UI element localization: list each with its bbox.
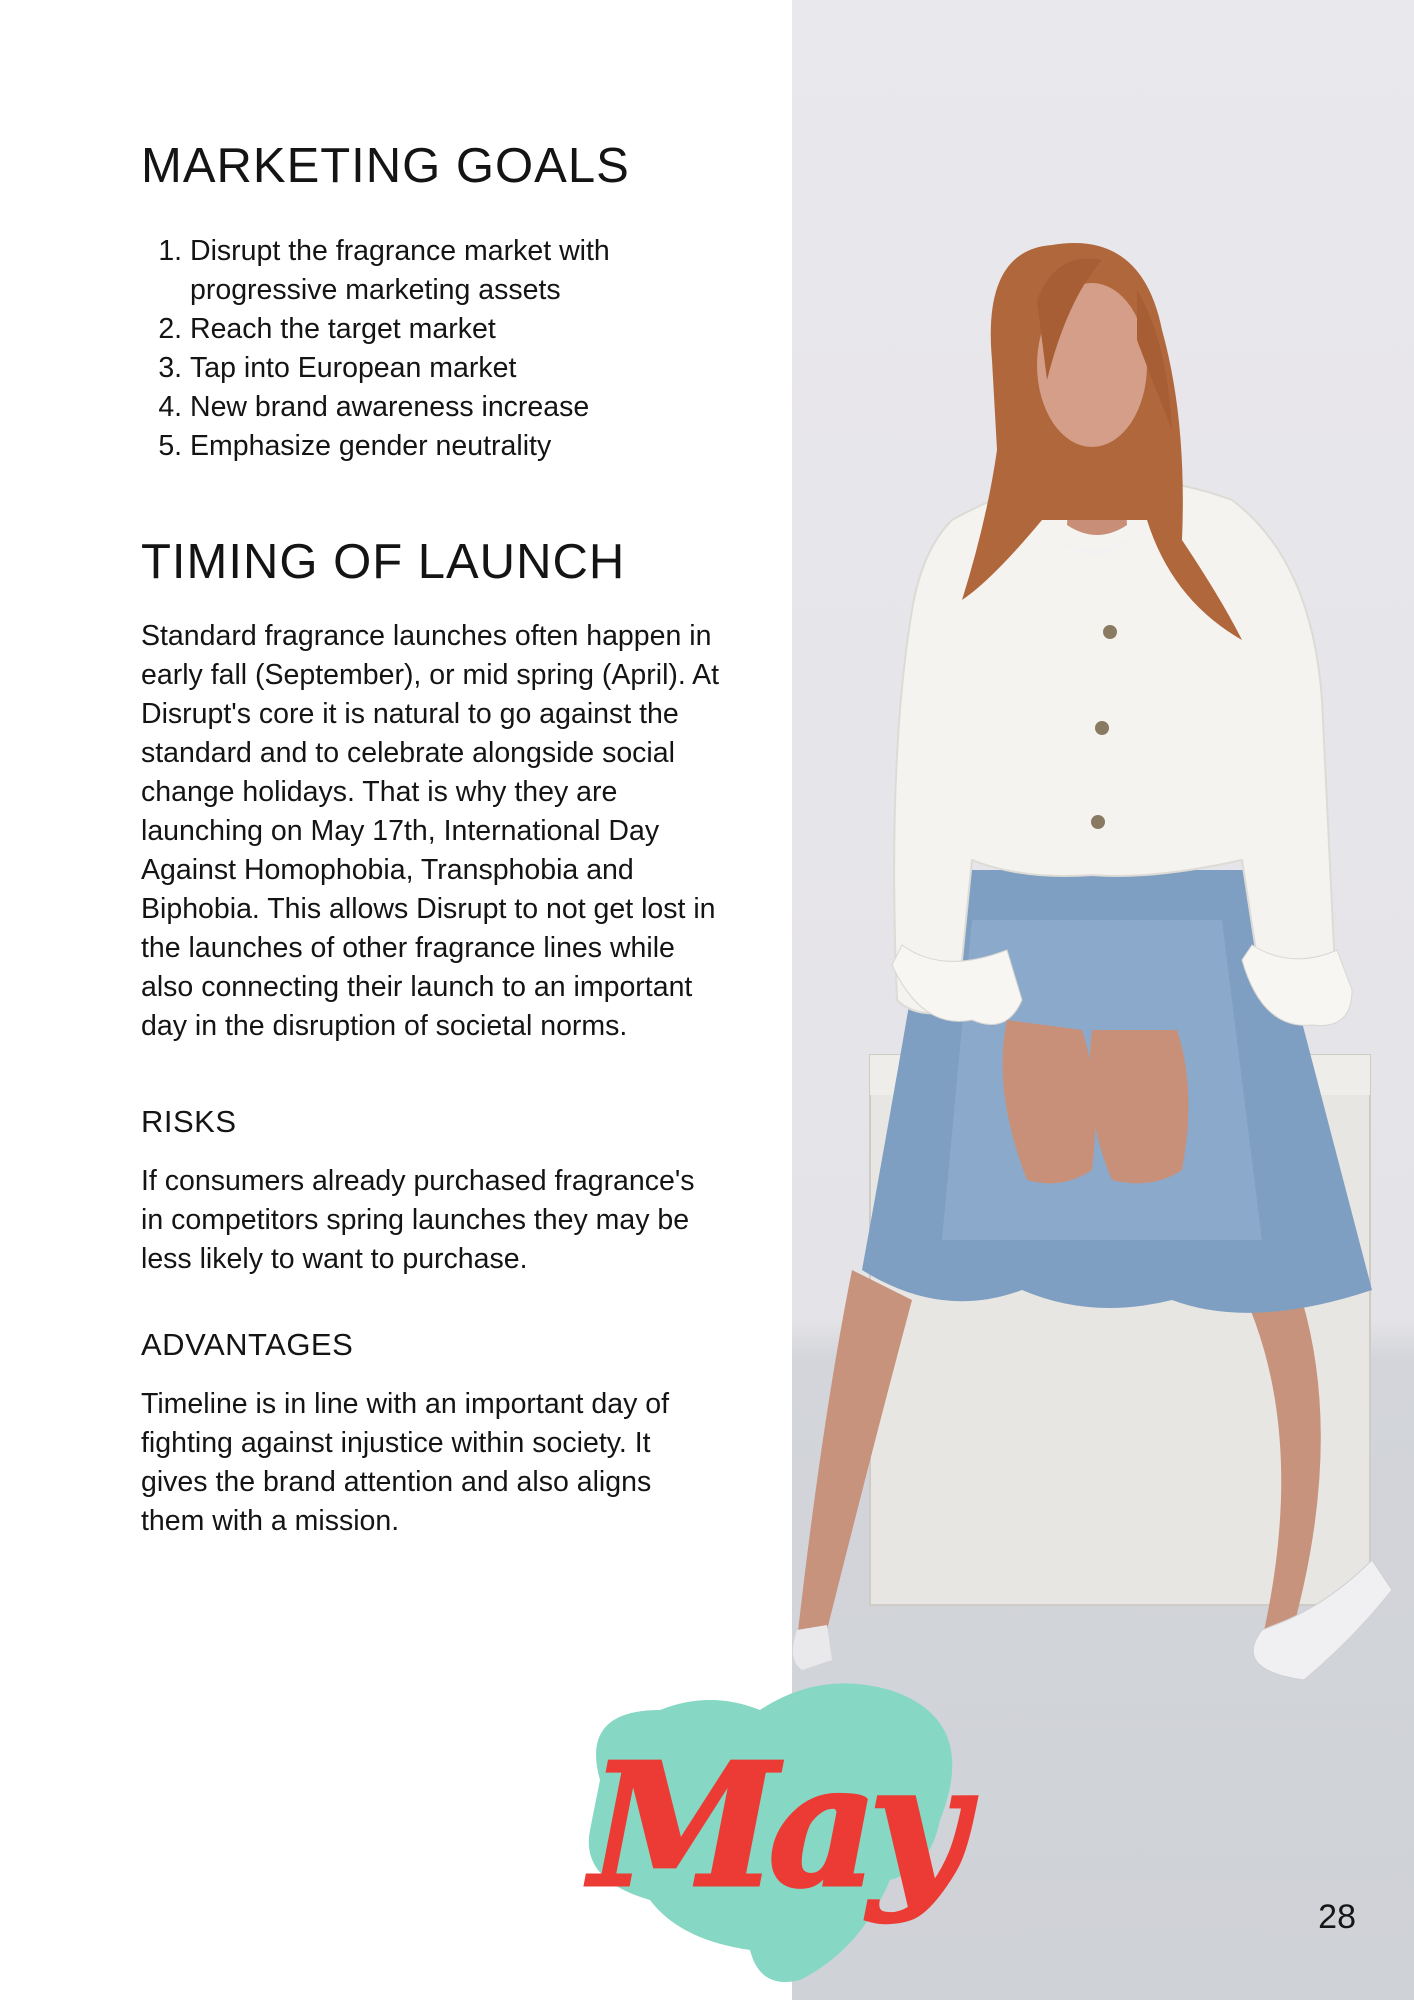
risks-body: If consumers already purchased fragrance's in competitors spring launches they may be less likely to want to purchase. bbox=[141, 1164, 695, 1275]
text-column bbox=[141, 130, 721, 1541]
risks-heading: RISKS bbox=[141, 1103, 237, 1139]
may-logo bbox=[560, 1650, 980, 1990]
advantages-body: Timeline is in line with an important day of fighting against injustice within society. It gives the brand attention and also aligns them with a mission. bbox=[141, 1387, 670, 1537]
advantages-heading: ADVANTAGES bbox=[141, 1326, 354, 1362]
may-logo-text: May bbox=[590, 1726, 958, 1926]
goal-item: 2. Reach the target market bbox=[190, 310, 721, 349]
goal-item: 1. Disrupt the fragrance market with progressive marketing assets bbox=[190, 232, 721, 310]
goal-item: 4. New brand awareness increase bbox=[190, 388, 721, 427]
page-number: 28 bbox=[1318, 1898, 1356, 1936]
marketing-goals-list bbox=[141, 232, 721, 466]
timing-of-launch-body: Standard fragrance launches often happen in early fall (September), or mid spring (April). At Disrupt's core it is natural to go against the standard and to celebrate alongside social change holidays. That is why they are launching on May 17th, International Day Against Homophobia, Transphobia and Biphobia. This allows Disrupt to not get lost in the launches of other fragrance lines while also connecting their launch to an important day in the disruption of societal norms. bbox=[141, 619, 720, 1042]
goal-item: 3. Tap into European market bbox=[190, 349, 721, 388]
goal-item: 5. Emphasize gender neutrality bbox=[190, 427, 721, 466]
timing-of-launch-heading: TIMING OF LAUNCH bbox=[141, 535, 626, 590]
marketing-goals-heading: MARKETING GOALS bbox=[141, 139, 630, 193]
